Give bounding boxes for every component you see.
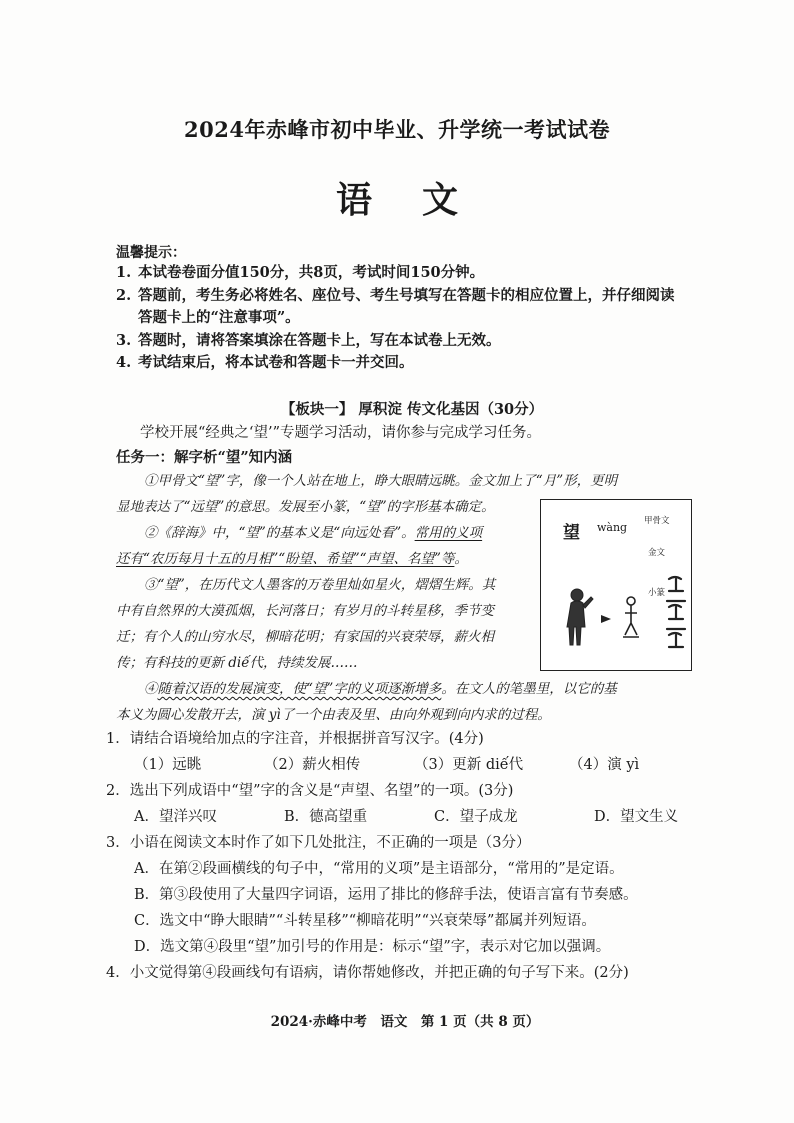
questions bbox=[106, 726, 706, 986]
q2-option: B．德高望重 bbox=[284, 809, 368, 825]
q3-option: B．第③段使用了大量四字词语，运用了排比的修辞手法，使语言富有节奏感。 bbox=[134, 887, 638, 903]
passage-line: ③“望”，在历代文人墨客的万卷里灿如星火，熠熠生辉。其 bbox=[144, 577, 496, 593]
q1-item: （3）更新 diế代 bbox=[414, 757, 524, 773]
q1-item: （4）演 yì bbox=[569, 757, 640, 773]
figure-illustration bbox=[549, 575, 689, 667]
q1-item: （2）薪火相传 bbox=[264, 757, 361, 773]
question-3: 3．小语在阅读文本时作了如下几处批注，不正确的一项是（3分） bbox=[106, 835, 531, 851]
passage-line: 中有自然界的大漠孤烟，长河落日；有岁月的斗转星移，季节变 bbox=[116, 603, 494, 619]
tip-item bbox=[116, 352, 706, 375]
question-1: 1．请结合语境给加点的字注音，并根据拼音写汉字。(4分) bbox=[106, 731, 484, 747]
exam-title: 2024年赤峰市初中毕业、升学统一考试试卷 bbox=[184, 117, 610, 142]
passage-line: 迁；有个人的山穷水尽，柳暗花明；有家国的兴衰荣辱，薪火相 bbox=[116, 629, 494, 645]
underlined-sentence: 还有“农历每月十五的月相”“盼望、希望”“声望、名望”等 bbox=[116, 551, 455, 567]
q2-option: C．望子成龙 bbox=[434, 809, 518, 825]
passage-text: 。 bbox=[454, 551, 468, 567]
label-bronze: 金文 bbox=[648, 548, 666, 558]
tip-text: 答题前，考生务必将姓名、座位号、考生号填写在答题卡的相应位置上，并仔细阅读 bbox=[138, 286, 675, 304]
section-intro: 学校开展“经典之‘望’”专题学习活动，请你参与完成学习任务。 bbox=[140, 425, 542, 441]
q2-option: D．望文生义 bbox=[594, 809, 679, 825]
underlined-sentence: 常用的义项 bbox=[414, 525, 483, 541]
task-heading: 任务一：解字析“望”知内涵 bbox=[116, 449, 293, 466]
label-oracle-bone: 甲骨文 bbox=[644, 516, 670, 526]
tip-text: 本试卷卷面分值150分，共8页，考试时间150分钟。 bbox=[138, 264, 485, 281]
passage-text: ④ bbox=[144, 681, 158, 697]
tips-list bbox=[116, 262, 706, 375]
wavy-underlined-sentence: 随着汉语的发展演变，使“望”字的义项逐渐增多 bbox=[157, 681, 442, 697]
label-seal: 小篆 bbox=[648, 588, 666, 598]
question-2-options bbox=[106, 804, 706, 830]
tip-continuation: 答题卡上的“注意事项”。 bbox=[138, 309, 300, 326]
tip-text: 考试结束后，将本试卷和答题卡一并交回。 bbox=[138, 354, 414, 371]
tip-item bbox=[116, 285, 706, 308]
figure-pinyin: wàng bbox=[597, 521, 628, 534]
tip-number: 3. bbox=[116, 331, 132, 349]
tip-number: 1. bbox=[116, 264, 132, 281]
passage-line: 传；有科技的更新 diế代，持续发展…… bbox=[116, 655, 358, 671]
character-evolution-figure bbox=[540, 499, 692, 671]
tip-item bbox=[116, 330, 706, 353]
tip-number: 2. bbox=[116, 286, 132, 304]
tips-heading: 温馨提示： bbox=[116, 245, 186, 261]
page-footer: 2024·赤峰中考 语文 第 1 页（共 8 页） bbox=[270, 1014, 540, 1030]
section-title: 【板块一】 厚积淀 传文化基因（30分） bbox=[280, 401, 544, 418]
q3-option: C．选文中“睁大眼睛”“斗转星移”“柳暗花明”“兴衰荣辱”都属并列短语。 bbox=[134, 913, 596, 929]
passage-text: 。在文人的笔墨里，以它的基 bbox=[441, 681, 617, 697]
tip-text: 答题时，请将答案填涂在答题卡上，写在本试卷上无效。 bbox=[138, 331, 501, 349]
q2-option: A．望洋兴叹 bbox=[134, 809, 217, 825]
q3-option: D．选文第④段里“望”加引号的作用是：标示“望”字，表示对它加以强调。 bbox=[134, 939, 611, 955]
passage-text: ②《辞海》中，“望”的基本义是“向远处看”。 bbox=[144, 525, 415, 541]
tip-item bbox=[116, 262, 706, 285]
subject-title: 语文 bbox=[335, 179, 508, 221]
q1-item: （1）远眺 bbox=[134, 757, 202, 773]
question-1-items bbox=[106, 752, 706, 778]
passage-line: 本义为圆心发散开去，演 yì了一个由表及里、由向外观到向内求的过程。 bbox=[116, 707, 551, 723]
question-4: 4．小文觉得第④段画线句有语病，请你帮她修改，并把正确的句子写下来。(2分) bbox=[106, 965, 629, 981]
question-2: 2．选出下列成语中“望”字的含义是“声望、名望”的一项。(3分) bbox=[106, 783, 514, 799]
tip-number: 4. bbox=[116, 354, 132, 371]
passage-line: 显地表达了“远望”的意思。发展至小篆，“望”的字形基本确定。 bbox=[116, 499, 495, 515]
q3-option: A．在第②段画横线的句子中，“常用的义项”是主语部分，“常用的”是定语。 bbox=[134, 861, 624, 877]
passage-line: ①甲骨文“望”字，像一个人站在地上，睁大眼睛远眺。金文加上了“月”形，更明 bbox=[144, 473, 618, 489]
figure-character: 望 bbox=[563, 523, 580, 543]
passage-line bbox=[116, 676, 692, 702]
